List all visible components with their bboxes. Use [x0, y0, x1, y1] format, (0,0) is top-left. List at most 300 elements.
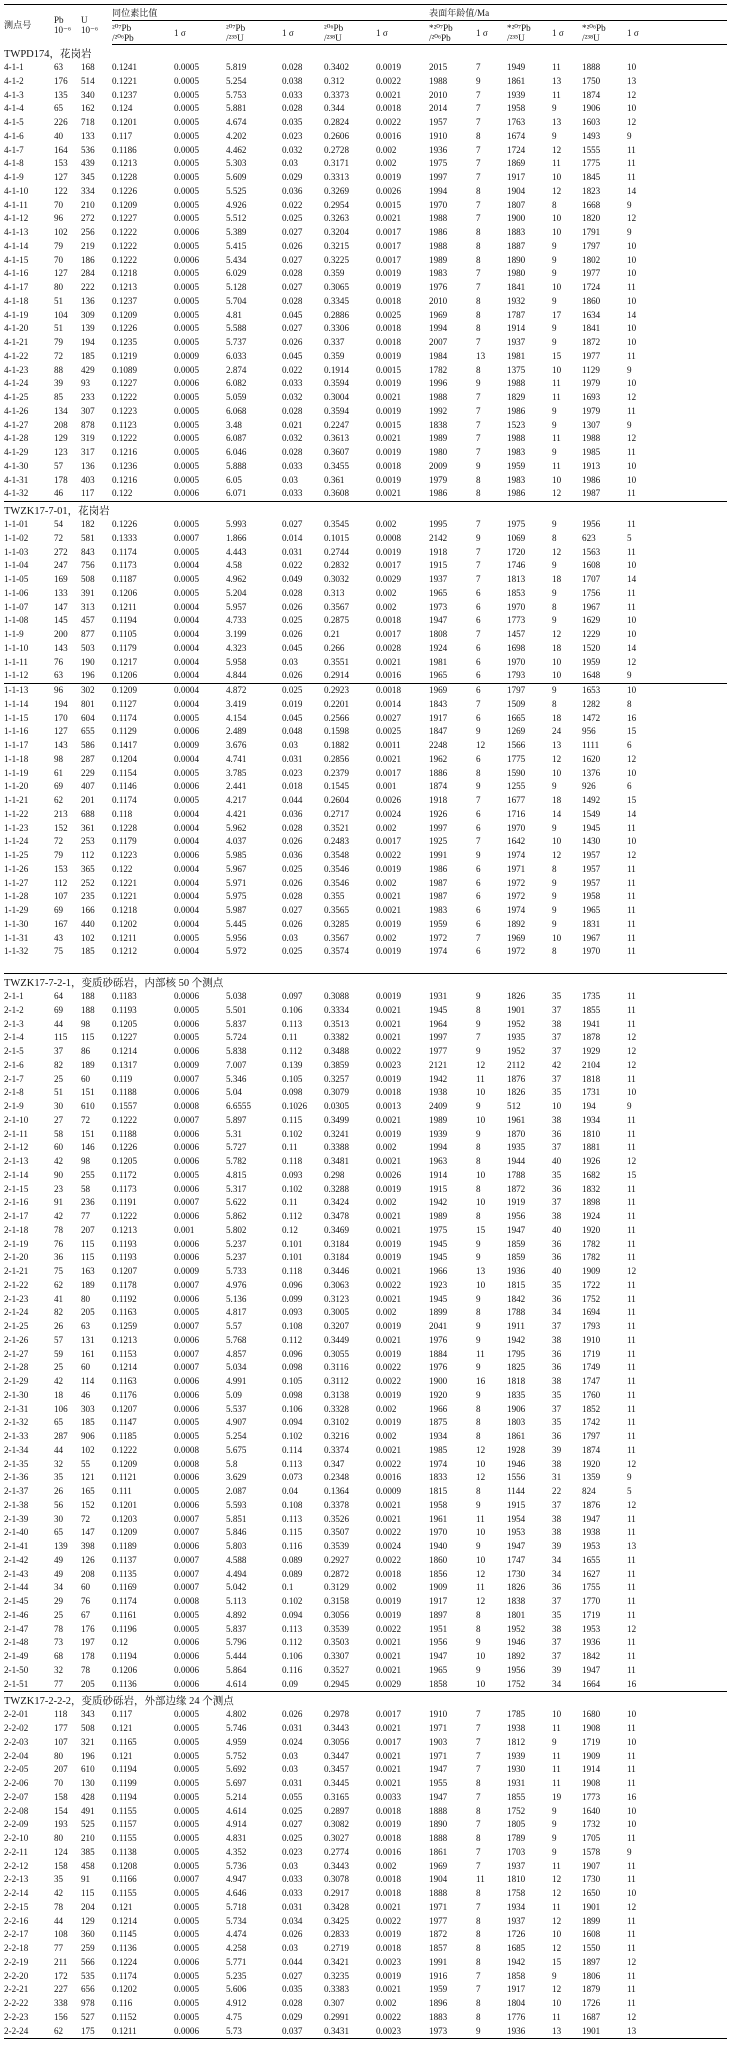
- table-cell: 11: [476, 1874, 485, 1885]
- table-cell: 1694: [582, 1307, 601, 1318]
- table-cell: 12: [552, 629, 562, 639]
- table-cell: 978: [81, 1998, 95, 2008]
- table-cell: 6: [476, 712, 481, 723]
- table-cell: 0.0006: [174, 1018, 200, 1029]
- table-cell: 12: [627, 392, 637, 402]
- table-cell: 210: [81, 199, 95, 210]
- table-row: [4, 487, 727, 501]
- table-cell: 0.0005: [174, 519, 200, 529]
- table-cell: 4.81: [226, 309, 242, 320]
- table-cell: 79: [54, 850, 64, 860]
- table-cell: 2248: [429, 740, 448, 750]
- table-cell: 152: [81, 1499, 95, 1510]
- table-cell: 9: [552, 1805, 557, 1816]
- table-cell: 6: [476, 877, 481, 888]
- table-cell: 0.1207: [112, 1266, 138, 1276]
- table-cell: 12: [627, 656, 637, 667]
- table-cell: 0.3285: [324, 918, 350, 929]
- table-cell: 10: [627, 460, 637, 471]
- table-cell: 5.204: [226, 587, 247, 598]
- table-cell: 34: [552, 1568, 562, 1579]
- table-cell: 11: [627, 1568, 636, 1579]
- table-cell: 38: [552, 1623, 562, 1634]
- table-cell: 0.2717: [324, 808, 350, 819]
- table-cell: 0.3257: [324, 1073, 350, 1084]
- table-cell: 5.237: [226, 1252, 247, 1263]
- table-cell: 9: [627, 199, 632, 210]
- table-cell: 0.355: [324, 891, 345, 902]
- table-cell: 2-2-06: [4, 1778, 29, 1788]
- table-cell: 1682: [582, 1169, 601, 1180]
- table-cell: 10: [627, 323, 637, 334]
- table-cell: 0.2914: [324, 670, 350, 681]
- table-cell: 1983: [429, 905, 448, 915]
- table-cell: 0.027: [282, 519, 303, 529]
- table-cell: 5.967: [226, 863, 247, 874]
- table-cell: 0.2945: [324, 1678, 350, 1689]
- table-cell: 0.344: [324, 103, 345, 114]
- table-cell: 8: [476, 1943, 481, 1953]
- table-cell: 5.042: [226, 1582, 247, 1593]
- table-cell: 0.0005: [174, 587, 200, 598]
- table-cell: 1861: [507, 1431, 526, 1441]
- table-cell: 9: [552, 615, 557, 626]
- table-cell: 0.0004: [174, 656, 200, 667]
- table-cell: 1900: [507, 213, 526, 224]
- table-cell: 0.0025: [376, 309, 402, 320]
- table-cell: 0.03: [282, 1860, 298, 1871]
- table-cell: 1860: [429, 1554, 448, 1565]
- col-point-header: 测点号: [4, 5, 54, 45]
- table-cell: 0.094: [282, 1609, 303, 1620]
- table-cell: 117: [81, 488, 95, 499]
- table-cell: 0.3055: [324, 1348, 350, 1359]
- table-cell: 11: [627, 1915, 636, 1926]
- table-cell: 130: [81, 1778, 95, 1788]
- table-cell: 1966: [429, 1403, 448, 1414]
- table-cell: 11: [552, 433, 561, 444]
- table-cell: 10: [476, 1197, 486, 1208]
- table-cell: 7: [476, 213, 481, 224]
- table-cell: 1906: [582, 103, 601, 114]
- table-cell: 1804: [507, 1998, 526, 2008]
- table-cell: 2-1-51: [4, 1678, 29, 1689]
- table-cell: 0.033: [282, 378, 303, 389]
- table-row: [4, 364, 727, 378]
- table-cell: 0.0005: [174, 1431, 200, 1441]
- table-cell: 10: [476, 1169, 486, 1180]
- table-cell: 0.0026: [376, 1169, 402, 1180]
- table-cell: 1956: [507, 1664, 526, 1675]
- table-cell: 0.1123: [112, 419, 137, 430]
- table-cell: 76: [81, 1596, 91, 1606]
- table-cell: 1897: [429, 1609, 448, 1620]
- table-cell: 0.1226: [112, 323, 138, 334]
- table-cell: 1988: [429, 392, 448, 402]
- table-row: [4, 863, 727, 877]
- table-cell: 2-1-5: [4, 1046, 24, 1056]
- table-cell: 196: [81, 670, 95, 681]
- table-cell: 156: [54, 2011, 68, 2022]
- table-cell: 0.0007: [174, 1321, 200, 1331]
- table-row: [4, 780, 727, 794]
- table-cell: 0.1205: [112, 1018, 138, 1029]
- table-cell: 0.112: [282, 1334, 303, 1345]
- table-cell: 403: [81, 474, 95, 485]
- table-row: [4, 281, 727, 295]
- table-cell: 2-2-02: [4, 1723, 29, 1733]
- table-cell: 0.0019: [376, 863, 402, 874]
- table-cell: 2-1-11: [4, 1128, 28, 1139]
- table-cell: 5.958: [226, 656, 247, 667]
- table-cell: 7: [476, 158, 481, 169]
- table-cell: 1925: [429, 836, 448, 847]
- table-cell: 2-1-24: [4, 1307, 29, 1318]
- table-cell: 1801: [507, 1609, 526, 1620]
- table-cell: 0.2348: [324, 1472, 350, 1483]
- table-cell: 1985: [429, 1444, 448, 1455]
- table-cell: 11: [627, 1582, 636, 1593]
- table-cell: 4-1-27: [4, 419, 29, 430]
- table-cell: 4-1-15: [4, 254, 29, 265]
- table-cell: 385: [81, 1846, 95, 1857]
- table-cell: 1973: [429, 2025, 448, 2036]
- table-cell: 0.1222: [112, 1211, 138, 1221]
- table-cell: 39: [552, 1541, 562, 1551]
- table-cell: 1958: [429, 1499, 448, 1510]
- table-cell: 11: [552, 460, 561, 471]
- table-cell: 0.0005: [174, 1307, 200, 1318]
- table-cell: 2.087: [226, 1486, 247, 1496]
- table-cell: 164: [54, 144, 68, 155]
- table-row: [4, 712, 727, 726]
- table-cell: 1797: [582, 240, 601, 251]
- table-cell: 75: [54, 1266, 64, 1276]
- table-cell: 1945: [429, 1004, 448, 1015]
- table-cell: 0.0019: [376, 474, 402, 485]
- table-cell: 1942: [429, 1197, 448, 1208]
- table-cell: 1976: [429, 282, 448, 292]
- table-cell: 85: [54, 392, 64, 402]
- table-cell: 35: [552, 991, 562, 1001]
- table-cell: 0.0006: [174, 1334, 200, 1345]
- table-cell: 0.1194: [112, 1791, 137, 1802]
- table-cell: 0.0006: [174, 1238, 200, 1249]
- table-cell: 4.962: [226, 574, 247, 584]
- table-cell: 11: [627, 1004, 636, 1015]
- table-cell: 11: [627, 144, 636, 155]
- table-cell: 0.0004: [174, 684, 226, 698]
- table-cell: 9: [476, 1101, 481, 1111]
- table-row: [4, 1100, 727, 1114]
- table-cell: 39: [552, 1444, 562, 1455]
- table-cell: 0.0007: [174, 1527, 200, 1538]
- table-cell: 169: [54, 574, 68, 584]
- table-cell: 0.1222: [112, 1114, 138, 1125]
- table-cell: 5.803: [226, 1541, 247, 1551]
- table-row: [4, 89, 727, 103]
- table-cell: 0.106: [282, 1004, 303, 1015]
- table-cell: 5.724: [226, 1032, 247, 1043]
- table-cell: 11: [627, 1238, 636, 1249]
- table-cell: 1818: [582, 1073, 601, 1084]
- table-cell: 4-1-9: [4, 172, 24, 182]
- table-cell: 0.0021: [376, 213, 402, 224]
- table-cell: 0.0005: [174, 62, 200, 72]
- table-cell: 91: [54, 1197, 64, 1208]
- table-cell: 11: [627, 822, 636, 833]
- table-cell: 0.002: [376, 144, 397, 155]
- table-cell: 65: [54, 103, 64, 114]
- table-cell: 2041: [429, 1321, 448, 1331]
- table-cell: 1-1-08: [4, 615, 29, 626]
- ratio-206-238-sigma-header: 1 σ: [376, 21, 429, 45]
- table-cell: 91: [81, 1874, 91, 1885]
- table-cell: 115: [81, 1032, 95, 1043]
- ratio-206-238-header: ²⁰⁶Pb /²³⁸U: [324, 21, 376, 45]
- table-cell: 107: [54, 891, 68, 902]
- table-cell: 0.1155: [112, 1888, 137, 1898]
- table-cell: 1746: [507, 560, 526, 571]
- table-cell: 36: [552, 1252, 562, 1263]
- table-cell: 1756: [582, 587, 601, 598]
- table-cell: 82: [54, 1059, 64, 1070]
- table-cell: 1979: [429, 474, 448, 485]
- table-cell: 0.002: [376, 932, 397, 943]
- table-cell: 0.1208: [112, 1860, 138, 1871]
- table-cell: 7.007: [226, 1059, 247, 1070]
- table-cell: 10: [627, 103, 637, 114]
- table-row: [4, 877, 727, 891]
- table-cell: 0.0021: [376, 753, 402, 764]
- table-cell: 0.0005: [174, 213, 200, 224]
- table-cell: 256: [81, 227, 95, 237]
- table-row: [4, 642, 727, 656]
- table-cell: 8: [476, 1778, 481, 1788]
- table-cell: 0.0005: [174, 1970, 200, 1981]
- table-cell: 0.089: [282, 1554, 303, 1565]
- table-cell: 0.139: [282, 1059, 303, 1070]
- table-cell: 13: [552, 740, 562, 750]
- table-cell: 0.0015: [376, 199, 402, 210]
- table-cell: 1981: [429, 656, 448, 667]
- table-cell: 4-1-28: [4, 433, 29, 444]
- table-cell: 1852: [582, 1403, 601, 1414]
- table-row: [4, 656, 727, 670]
- table-cell: 5.752: [226, 1750, 247, 1761]
- table-cell: 7: [476, 1860, 481, 1871]
- table-cell: 1858: [507, 1970, 526, 1981]
- table-cell: 7: [476, 89, 481, 100]
- table-cell: 102: [81, 932, 95, 943]
- table-cell: 1947: [429, 1764, 448, 1775]
- table-cell: 1823: [582, 185, 601, 196]
- table-cell: 0.1222: [112, 254, 138, 265]
- table-cell: 9: [552, 254, 557, 265]
- table-cell: 10: [552, 932, 562, 943]
- table-cell: 210: [81, 1833, 95, 1843]
- table-cell: 2009: [429, 460, 448, 471]
- table-cell: 0.0006: [174, 1211, 200, 1221]
- table-cell: 0.026: [282, 1709, 303, 1720]
- table-cell: 2-1-44: [4, 1582, 29, 1593]
- table-cell: 11: [552, 1750, 561, 1761]
- table-cell: 340: [81, 89, 95, 100]
- table-cell: 2-1-35: [4, 1458, 29, 1469]
- table-cell: 1-1-03: [4, 546, 29, 557]
- table-cell: 1730: [582, 1874, 601, 1885]
- table-cell: 10: [627, 295, 637, 306]
- table-cell: 0.0023: [376, 1059, 402, 1070]
- table-header: [4, 5, 727, 45]
- table-cell: 8: [476, 1307, 481, 1318]
- table-cell: 0.027: [282, 254, 303, 265]
- table-cell: 35: [552, 1169, 562, 1180]
- table-cell: 0.033: [282, 1874, 303, 1885]
- table-cell: 0.2483: [324, 836, 350, 847]
- table-cell: 38: [552, 1018, 562, 1029]
- table-cell: 6: [627, 781, 632, 792]
- table-cell: 0.347: [324, 1458, 345, 1469]
- table-cell: 1956: [429, 1637, 448, 1648]
- table-cell: 0.025: [282, 863, 303, 874]
- table-cell: 5.57: [226, 1321, 242, 1331]
- table-cell: 78: [54, 1901, 64, 1912]
- table-row: [4, 1059, 727, 1073]
- table-cell: 0.094: [282, 1417, 303, 1428]
- table-cell: 1977: [429, 1915, 448, 1926]
- table-cell: 1955: [429, 1778, 448, 1788]
- section-title-row: [4, 974, 727, 991]
- table-cell: 35: [54, 1472, 64, 1483]
- table-cell: 0.002: [376, 1998, 397, 2008]
- table-cell: 11: [627, 1874, 636, 1885]
- table-cell: 1888: [429, 1833, 448, 1843]
- table-cell: 0.0019: [376, 1389, 402, 1400]
- table-cell: 1954: [507, 1513, 526, 1524]
- table-cell: 79: [54, 337, 64, 347]
- table-cell: 1908: [582, 1778, 601, 1788]
- table-cell: 4.976: [226, 1279, 247, 1290]
- table-cell: 0.1203: [112, 1513, 138, 1524]
- table-cell: 0.102: [282, 1431, 303, 1441]
- table-cell: 75: [54, 946, 64, 957]
- table-cell: 0.3288: [324, 1183, 350, 1194]
- table-cell: 1878: [582, 1032, 601, 1043]
- table-cell: 10: [552, 364, 562, 375]
- table-cell: 9: [627, 670, 632, 681]
- table-cell: 1720: [507, 546, 526, 557]
- table-cell: 1815: [429, 1486, 448, 1496]
- table-cell: 61: [54, 767, 64, 778]
- table-cell: 0.0006: [174, 1376, 200, 1386]
- table-cell: 0.0006: [174, 1472, 200, 1483]
- table-cell: 0.0018: [376, 1888, 402, 1898]
- table-cell: 0.0005: [174, 1901, 200, 1912]
- table-cell: 0.11: [282, 1142, 298, 1153]
- table-cell: 0.1089: [112, 364, 138, 375]
- table-cell: 0.0019: [376, 1417, 402, 1428]
- table-cell: 63: [54, 62, 64, 72]
- table-cell: 135: [54, 89, 68, 100]
- table-cell: 4.912: [226, 1998, 247, 2008]
- table-cell: 0.027: [282, 905, 303, 915]
- table-cell: 334: [81, 185, 95, 196]
- table-cell: 0.0005: [174, 1791, 200, 1802]
- table-cell: 0.0016: [376, 1846, 402, 1857]
- table-cell: 106: [54, 1403, 68, 1414]
- table-cell: 252: [81, 877, 95, 888]
- table-cell: 1808: [429, 629, 448, 639]
- table-row: [4, 1678, 727, 1692]
- table-cell: 152: [54, 822, 68, 833]
- table-cell: 9: [627, 130, 632, 141]
- section-title-row: [4, 502, 727, 519]
- table-cell: 7: [476, 337, 481, 347]
- table-cell: 5.768: [226, 1334, 247, 1345]
- table-cell: 0.2875: [324, 615, 350, 626]
- table-cell: 177: [54, 1723, 68, 1733]
- table-cell: 0.0005: [174, 282, 200, 292]
- table-cell: 0.1209: [112, 1458, 138, 1469]
- table-cell: 491: [81, 1805, 95, 1816]
- table-cell: 13: [476, 1266, 486, 1276]
- table-cell: 9: [476, 781, 481, 792]
- table-cell: 233: [81, 392, 95, 402]
- table-cell: 1945: [429, 1293, 448, 1304]
- table-cell: 0.0005: [174, 1860, 200, 1871]
- table-cell: 0.1211: [112, 932, 137, 943]
- table-cell: 1831: [582, 918, 601, 929]
- table-cell: 0.1222: [112, 1444, 138, 1455]
- table-cell: 0.044: [282, 1956, 303, 1967]
- table-cell: 0.1219: [112, 350, 138, 361]
- table-cell: 11: [627, 405, 636, 416]
- table-cell: 0.018: [282, 781, 303, 792]
- table-cell: 5.972: [226, 946, 247, 957]
- table-cell: 1962: [429, 753, 448, 764]
- table-cell: 0.0005: [174, 172, 200, 182]
- table-cell: 0.105: [282, 1376, 303, 1386]
- table-cell: 0.028: [282, 405, 303, 416]
- table-cell: 5.512: [226, 213, 247, 224]
- table-cell: 1732: [582, 1819, 601, 1830]
- table-cell: 49: [54, 1568, 64, 1579]
- table-cell: 0.0005: [174, 1623, 200, 1634]
- table-cell: 9: [552, 240, 557, 251]
- table-cell: 1994: [429, 185, 448, 196]
- table-cell: 1937: [507, 1915, 526, 1926]
- table-cell: 5.771: [226, 1956, 247, 1967]
- table-cell: 4.588: [226, 1554, 247, 1565]
- table-cell: 8: [476, 1888, 481, 1898]
- table-cell: 0.1882: [324, 740, 350, 750]
- table-row: [4, 1471, 727, 1485]
- table-cell: 11: [552, 378, 561, 389]
- table-cell: 11: [627, 1764, 636, 1775]
- table-cell: 0.113: [282, 1018, 303, 1029]
- table-cell: 11: [627, 1417, 636, 1428]
- table-cell: 1797: [582, 1431, 601, 1441]
- table-cell: 46: [81, 1389, 91, 1400]
- table-cell: 0.0019: [376, 447, 402, 457]
- table-cell: 12: [627, 753, 637, 764]
- table-cell: 0.359: [324, 268, 345, 279]
- table-cell: 4.323: [226, 642, 247, 653]
- table-row: [4, 559, 727, 573]
- table-cell: 9: [552, 587, 557, 598]
- table-cell: 1755: [582, 1582, 601, 1593]
